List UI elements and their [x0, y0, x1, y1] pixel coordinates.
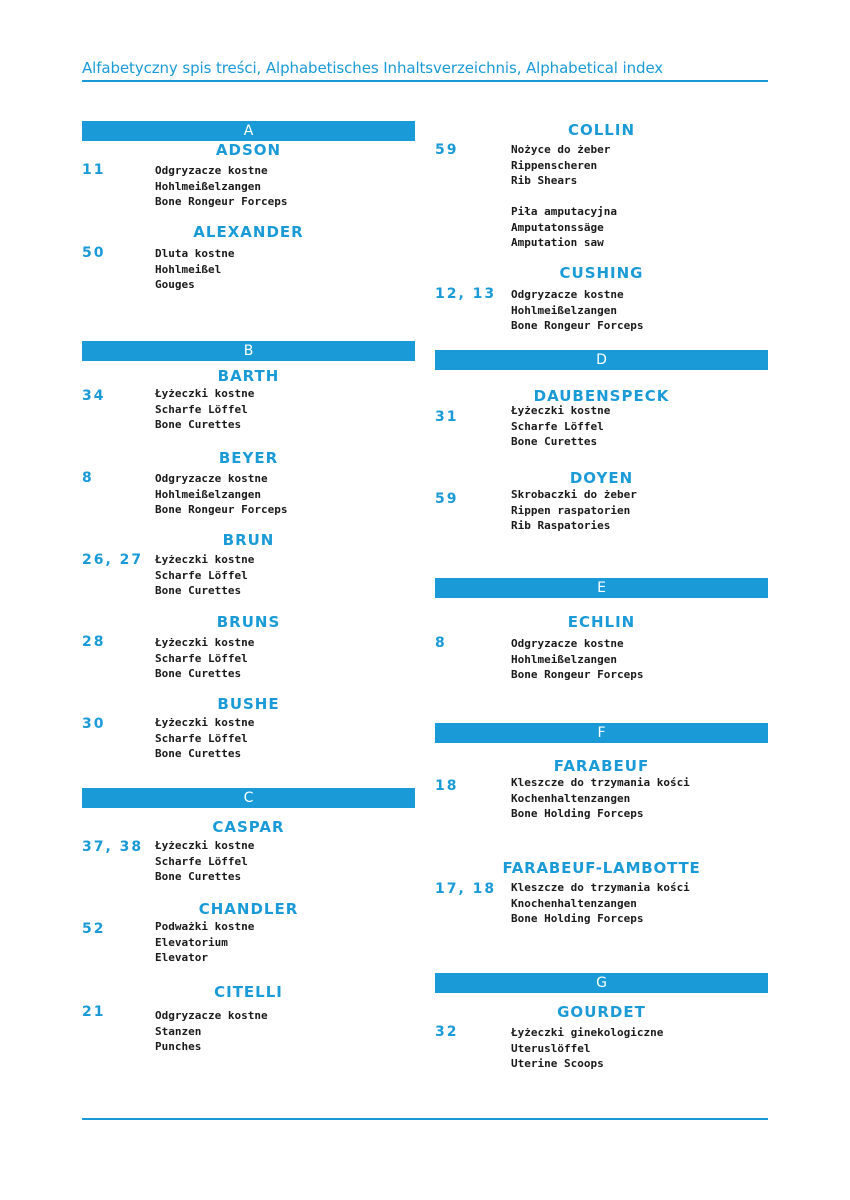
entry-name-bruns: BRUNS: [216, 613, 281, 631]
desc-line: Bone Holding Forceps: [511, 912, 644, 925]
entry-pages-alexander: 50: [82, 245, 106, 261]
desc-line: Kleszcze do trzymania kości: [511, 776, 690, 789]
entry-desc-farabeuf: [511, 775, 690, 822]
entry-pages-daubenspeck: 31: [435, 409, 459, 425]
entry-pages-farabeuf: 18: [435, 778, 459, 794]
desc-line: Bone Rongeur Forceps: [511, 668, 644, 681]
desc-line: Kochenhaltenzangen: [511, 791, 631, 805]
entry-pages-doyen: 59: [435, 491, 459, 507]
desc-line: Punches: [155, 1040, 202, 1053]
entry-name-daubenspeck: DAUBENSPECK: [533, 387, 670, 405]
desc-line: Bone Curettes: [511, 435, 598, 448]
desc-line: Scharfe Löffel: [155, 854, 248, 868]
entry-desc-caspar: [155, 838, 254, 885]
section-bar-a: A: [82, 121, 415, 141]
entry-desc-beyer: [155, 471, 287, 518]
entry-desc-citelli: [155, 1008, 268, 1055]
desc-line: Knochenhaltenzangen: [511, 896, 637, 910]
section-bar-g: G: [435, 973, 768, 993]
header-rule: [82, 80, 768, 82]
entry-pages-collin: 59: [435, 142, 459, 158]
desc-line: Hohlmeißelzangen: [155, 487, 261, 501]
entry-name-beyer: BEYER: [218, 449, 279, 467]
desc-line: Hohlmeißel: [155, 262, 222, 276]
desc-line: Nożyce do żeber: [511, 143, 611, 156]
desc-line: Łyżeczki kostne: [155, 387, 255, 400]
desc-line: Amputation saw: [511, 236, 604, 249]
entry-name-caspar: CASPAR: [212, 818, 285, 836]
section-bar-f: F: [435, 723, 768, 743]
desc-line: Bone Curettes: [155, 870, 242, 883]
entry-name-cushing: CUSHING: [559, 264, 644, 282]
desc-line: Łyżeczki kostne: [155, 636, 255, 649]
entry-name-barth: BARTH: [217, 367, 280, 385]
entry-name-farabeuf: FARABEUF: [553, 757, 650, 775]
page-title: Alfabetyczny spis treści, Alphabetisches Inhaltsverzeichnis, Alphabetical index: [82, 59, 664, 77]
desc-line: Bone Curettes: [155, 584, 242, 597]
entry-desc-brun: [155, 552, 254, 599]
footer-rule: [82, 1118, 768, 1120]
desc-line: Amputatonssäge: [511, 220, 604, 234]
desc-line: Scharfe Löffel: [511, 419, 604, 433]
desc-line: Bone Curettes: [155, 418, 242, 431]
desc-line: Dluta kostne: [155, 247, 235, 260]
desc-line: Bone Rongeur Forceps: [511, 319, 644, 332]
desc-line: Uterine Scoops: [511, 1057, 604, 1070]
entry-desc-alexander: [155, 246, 234, 293]
desc-line: Rippenscheren: [511, 158, 598, 172]
desc-line: Łyżeczki kostne: [155, 553, 255, 566]
entry-name-bushe: BUSHE: [217, 695, 280, 713]
desc-line: Elevatorium: [155, 935, 228, 949]
desc-line: Kleszcze do trzymania kości: [511, 881, 690, 894]
entry-desc-echlin: [511, 636, 643, 683]
entry-name-alexander: ALEXANDER: [193, 223, 304, 241]
desc-line: Piła amputacyjna: [511, 205, 617, 218]
desc-line: Łyżeczki kostne: [511, 404, 611, 417]
entry-name-chandler: CHANDLER: [198, 900, 299, 918]
desc-line: Scharfe Löffel: [155, 731, 248, 745]
desc-line: Odgryzacze kostne: [511, 288, 624, 301]
section-bar-d: D: [435, 350, 768, 370]
entry-pages-echlin: 8: [435, 635, 447, 651]
entry-name-farabeuf-lambotte: FARABEUF-LAMBOTTE: [502, 859, 701, 877]
desc-line: Rib Shears: [511, 174, 578, 187]
desc-line: Rippen raspatorien: [511, 503, 631, 517]
desc-line: Scharfe Löffel: [155, 402, 248, 416]
entry-pages-citelli: 21: [82, 1004, 106, 1020]
entry-pages-beyer: 8: [82, 470, 94, 486]
section-bar-e: E: [435, 578, 768, 598]
entry-name-echlin: ECHLIN: [567, 613, 636, 631]
desc-line: Elevator: [155, 951, 208, 964]
desc-line: Łyżeczki kostne: [155, 839, 255, 852]
entry-desc-bushe: [155, 715, 254, 762]
entry-pages-caspar: 37, 38: [82, 839, 144, 855]
desc-line: Odgryzacze kostne: [511, 637, 624, 650]
entry-pages-adson: 11: [82, 162, 106, 178]
entry-pages-bruns: 28: [82, 634, 106, 650]
section-bar-c: C: [82, 788, 415, 808]
desc-line: Bone Rongeur Forceps: [155, 503, 288, 516]
entry-name-doyen: DOYEN: [569, 469, 634, 487]
entry-desc-collin: [511, 142, 610, 189]
desc-line: Rib Raspatories: [511, 519, 611, 532]
desc-line: Bone Curettes: [155, 667, 242, 680]
desc-line: Bone Rongeur Forceps: [155, 195, 288, 208]
entry-pages-farabeuf-lambotte: 17, 18: [435, 881, 497, 897]
entry-desc-gourdet: [511, 1025, 663, 1072]
entry-desc-collin-saw: [511, 204, 617, 251]
desc-line: Bone Holding Forceps: [511, 807, 644, 820]
desc-line: Hohlmeißelzangen: [511, 652, 617, 666]
entry-desc-doyen: [511, 487, 637, 534]
entry-pages-bushe: 30: [82, 716, 106, 732]
entry-desc-cushing: [511, 287, 643, 334]
entry-pages-brun: 26, 27: [82, 552, 144, 568]
desc-line: Odgryzacze kostne: [155, 472, 268, 485]
entry-name-citelli: CITELLI: [214, 983, 283, 1001]
entry-pages-chandler: 52: [82, 921, 106, 937]
desc-line: Stanzen: [155, 1024, 202, 1038]
desc-line: Hohlmeißelzangen: [511, 303, 617, 317]
entry-name-collin: COLLIN: [567, 121, 635, 139]
entry-desc-barth: [155, 386, 254, 433]
entry-name-gourdet: GOURDET: [557, 1003, 646, 1021]
entry-name-brun: BRUN: [222, 531, 275, 549]
entry-desc-chandler: [155, 919, 254, 966]
desc-line: Bone Curettes: [155, 747, 242, 760]
entry-desc-farabeuf-lambotte: [511, 880, 690, 927]
desc-line: Łyżeczki ginekologiczne: [511, 1026, 664, 1039]
desc-line: Skrobaczki do żeber: [511, 488, 637, 501]
entry-desc-daubenspeck: [511, 403, 610, 450]
desc-line: Scharfe Löffel: [155, 651, 248, 665]
desc-line: Odgryzacze kostne: [155, 1009, 268, 1022]
entry-desc-bruns: [155, 635, 254, 682]
entry-pages-cushing: 12, 13: [435, 286, 497, 302]
desc-line: Hohlmeißelzangen: [155, 179, 261, 193]
desc-line: Uteruslöffel: [511, 1041, 591, 1055]
desc-line: Łyżeczki kostne: [155, 716, 255, 729]
entry-pages-gourdet: 32: [435, 1024, 459, 1040]
entry-desc-adson: [155, 163, 287, 210]
section-bar-b: B: [82, 341, 415, 361]
entry-name-adson: ADSON: [215, 141, 282, 159]
desc-line: Gouges: [155, 278, 195, 291]
desc-line: Scharfe Löffel: [155, 568, 248, 582]
entry-pages-barth: 34: [82, 388, 106, 404]
desc-line: Podważki kostne: [155, 920, 255, 933]
desc-line: Odgryzacze kostne: [155, 164, 268, 177]
